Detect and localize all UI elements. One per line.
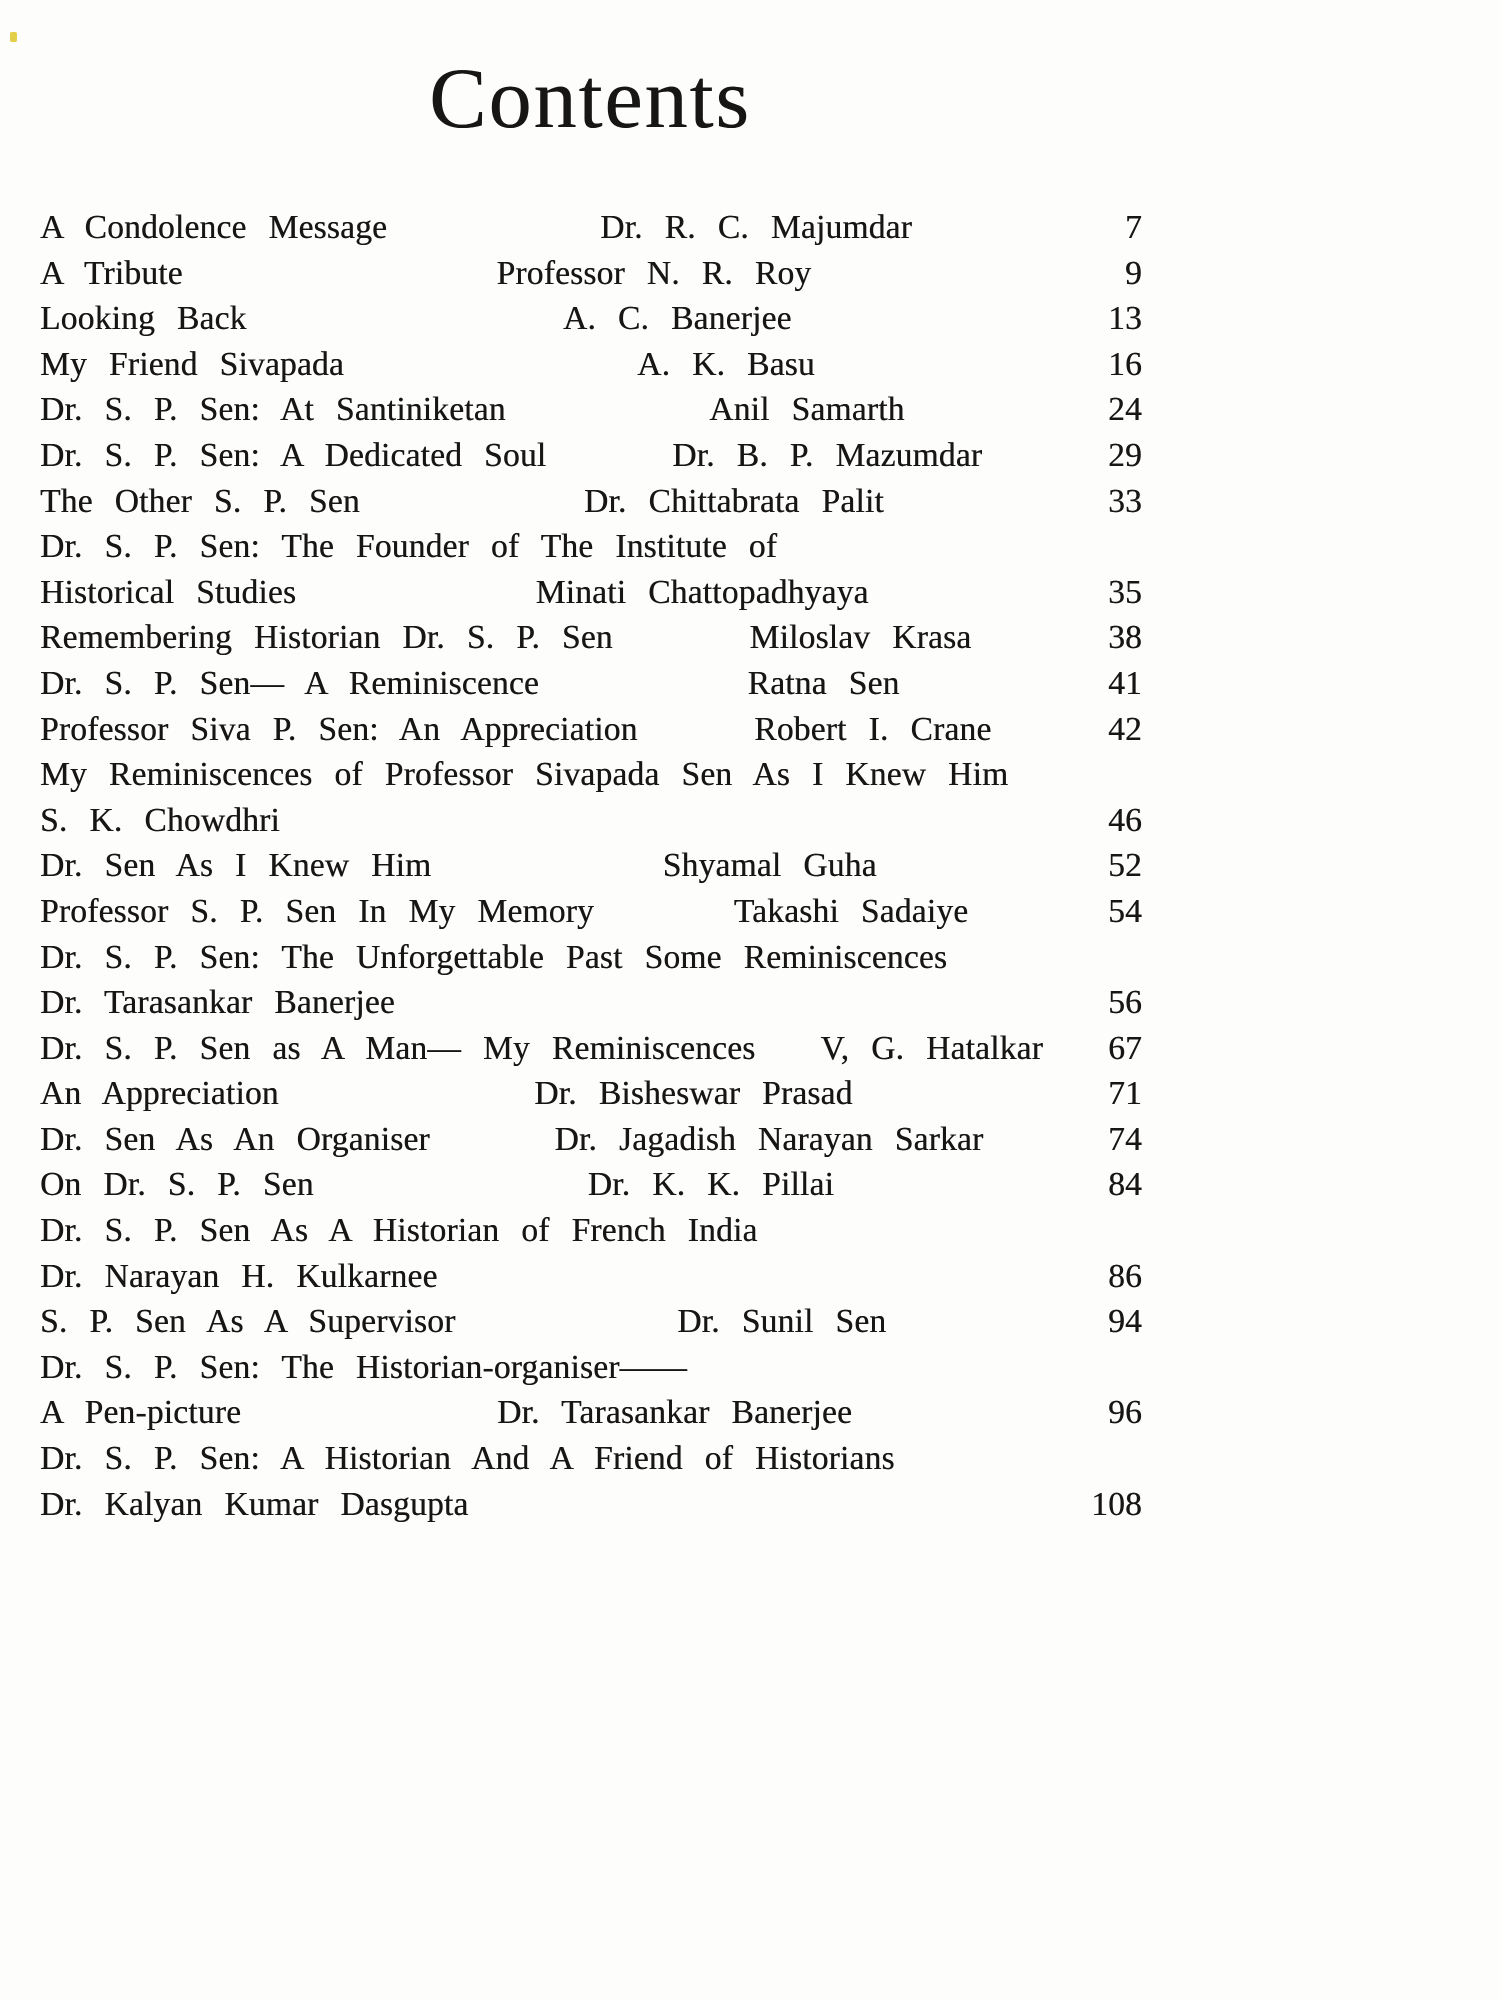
entry-page-number: 54: [1108, 892, 1142, 930]
entry-author: Dr. K. K. Pillai: [587, 1166, 835, 1204]
entry-author: Dr. Bisheswar Prasad: [534, 1075, 853, 1113]
entry-title: Professor Siva P. Sen: An Appreciation: [40, 710, 638, 748]
entry-author: Dr. Jagadish Narayan Sarkar: [554, 1120, 984, 1158]
entry-page-number: 35: [1108, 573, 1142, 611]
entry-page-number: 33: [1108, 482, 1142, 520]
entry-title: Dr. S. P. Sen— A Reminiscence: [40, 664, 539, 702]
entry-page-number: 13: [1108, 300, 1142, 338]
toc-entry: [40, 980, 1142, 1026]
entry-title: Dr. S. P. Sen: The Founder of The Institute of: [40, 528, 778, 566]
entry-page-number: 74: [1108, 1120, 1142, 1158]
entry-title: Dr. Sen As An Organiser: [40, 1120, 430, 1158]
entry-page-number: 46: [1108, 801, 1142, 839]
entry-author: Dr. Tarasankar Banerjee: [497, 1394, 853, 1432]
entry-author: Dr. Chittabrata Palit: [584, 482, 884, 520]
toc-entry: [40, 1071, 1142, 1117]
entry-author: Dr. R. C. Majumdar: [600, 209, 912, 246]
entry-title: My Reminiscences of Professor Sivapada Sen As I Knew Him: [40, 756, 1009, 794]
toc-entry: [40, 843, 1142, 889]
toc-entry: [40, 1390, 1142, 1436]
toc-entry: [40, 661, 1142, 707]
entry-page-number: 29: [1108, 436, 1142, 474]
entry-author: Ratna Sen: [747, 664, 900, 702]
toc-entry: [40, 433, 1142, 479]
entry-page-number: 67: [1108, 1029, 1142, 1067]
entry-title: Dr. S. P. Sen: The Historian-organiser——: [40, 1348, 687, 1386]
entry-author: A. C. Banerjee: [562, 300, 792, 338]
toc-entry: [40, 935, 1142, 981]
entry-page-number: 108: [1091, 1485, 1142, 1523]
entry-title: Dr. Sen As I Knew Him: [40, 847, 432, 885]
toc-entry: [40, 1299, 1142, 1345]
entry-author: A. K. Basu: [637, 345, 815, 383]
entry-page-number: 71: [1108, 1075, 1142, 1113]
toc-entry: [40, 1162, 1142, 1208]
toc-entry: [40, 1436, 1142, 1482]
entry-author: Minati Chattopadhyaya: [535, 573, 869, 611]
toc-entry: [40, 296, 1142, 342]
page-title: Contents: [429, 50, 751, 146]
entry-page-number: 16: [1108, 345, 1142, 383]
entry-author: V, G. Hatalkar: [820, 1029, 1043, 1067]
entry-title: Dr. Tarasankar Banerjee: [40, 984, 395, 1022]
entry-title: S. P. Sen As A Supervisor: [40, 1303, 456, 1341]
entry-title: S. K. Chowdhri: [40, 801, 280, 839]
entry-page-number: 41: [1108, 664, 1142, 702]
toc-entry: [40, 342, 1142, 388]
toc-entry: [40, 1117, 1142, 1163]
entry-page-number: 38: [1108, 619, 1142, 657]
entry-author: Shyamal Guha: [662, 847, 877, 885]
entry-author: Dr. B. P. Mazumdar: [672, 436, 983, 474]
entry-title: An Appreciation: [40, 1075, 279, 1113]
entry-author: Professor N. R. Roy: [496, 254, 812, 292]
entry-title: The Other S. P. Sen: [40, 482, 360, 520]
toc-entry: [40, 1482, 1142, 1528]
entry-title: Dr. S. P. Sen: A Historian And A Friend of Historians: [40, 1440, 895, 1478]
entry-author: Takashi Sadaiye: [733, 892, 969, 930]
entry-page-number: 42: [1108, 710, 1142, 748]
entry-page-number: 9: [1125, 254, 1142, 292]
toc-entry: [40, 1026, 1142, 1072]
entry-page-number: 86: [1108, 1257, 1142, 1295]
entry-author: Dr. Sunil Sen: [677, 1303, 887, 1341]
toc-entry: [40, 570, 1142, 616]
table-of-contents: [40, 205, 1142, 1527]
entry-author: Anil Samarth: [709, 391, 905, 429]
entry-page-number: 56: [1108, 984, 1142, 1022]
entry-page-number: 84: [1108, 1166, 1142, 1204]
entry-title: Dr. S. P. Sen As A Historian of French India: [40, 1212, 758, 1250]
toc-entry: [40, 1208, 1142, 1254]
toc-entry: [40, 524, 1142, 570]
entry-title: Dr. S. P. Sen: The Unforgettable Past Some Reminiscences: [40, 938, 948, 976]
toc-entry: [40, 251, 1142, 297]
toc-entry: [40, 479, 1142, 525]
entry-page-number: 94: [1108, 1303, 1142, 1341]
toc-entry: [40, 615, 1142, 661]
toc-entry: [40, 1254, 1142, 1300]
entry-title: Historical Studies: [40, 573, 297, 611]
toc-entry: [40, 798, 1142, 844]
entry-title: Dr. S. P. Sen: At Santiniketan: [40, 391, 506, 429]
entry-title: Dr. S. P. Sen as A Man— My Reminiscences: [40, 1029, 756, 1067]
entry-author: Robert I. Crane: [754, 710, 992, 748]
entry-page-number: 52: [1108, 847, 1142, 885]
toc-entry: [40, 1345, 1142, 1391]
entry-title: On Dr. S. P. Sen: [40, 1166, 314, 1204]
toc-entry: [40, 889, 1142, 935]
toc-entry: [40, 387, 1142, 433]
entry-title: Dr. S. P. Sen: A Dedicated Soul: [40, 436, 547, 474]
entry-page-number: 24: [1108, 391, 1142, 429]
toc-entry: [40, 707, 1142, 753]
entry-page-number: 96: [1108, 1394, 1142, 1432]
entry-title: A Condolence Message: [40, 209, 388, 246]
entry-title: Professor S. P. Sen In My Memory: [40, 892, 594, 930]
entry-title: Dr. Kalyan Kumar Dasgupta: [40, 1485, 469, 1523]
entry-title: Dr. Narayan H. Kulkarnee: [40, 1257, 438, 1295]
entry-title: A Tribute: [40, 254, 183, 292]
entry-title: My Friend Sivapada: [40, 345, 344, 383]
toc-entry: [40, 752, 1142, 798]
entry-title: A Pen-picture: [40, 1394, 242, 1432]
toc-entry: [40, 205, 1142, 251]
entry-page-number: 7: [1125, 209, 1142, 246]
entry-title: Looking Back: [40, 300, 247, 338]
entry-author: Miloslav Krasa: [749, 619, 972, 657]
entry-title: Remembering Historian Dr. S. P. Sen: [40, 619, 613, 657]
scan-artifact-mark: [10, 32, 17, 42]
